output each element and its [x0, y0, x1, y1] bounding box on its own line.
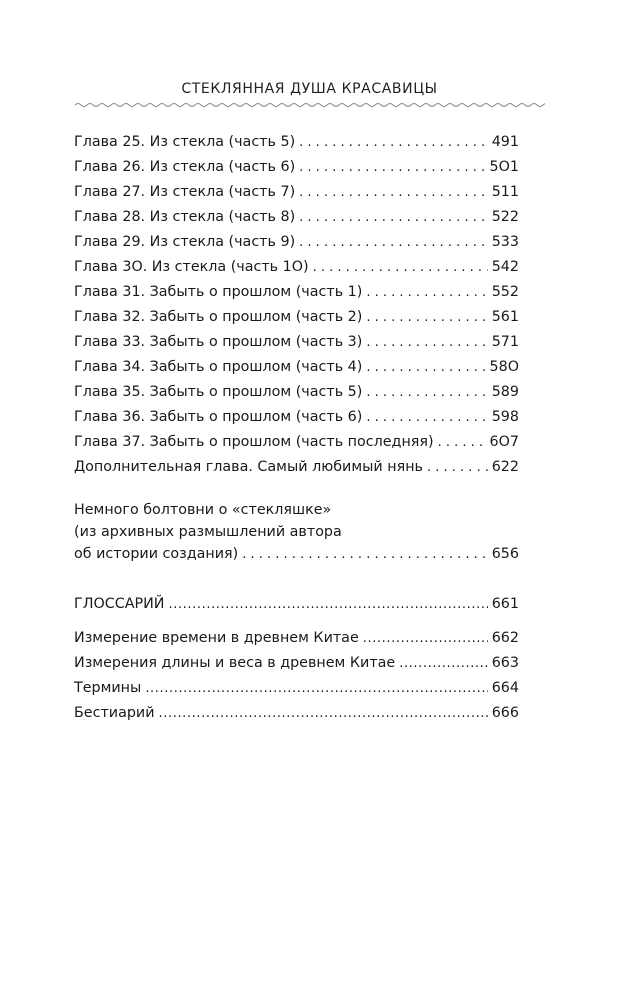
toc-entry[interactable] — [74, 405, 519, 430]
toc-entry-page: 511 — [491, 184, 519, 200]
toc-entry[interactable] — [74, 155, 519, 180]
toc-entry[interactable] — [74, 626, 519, 651]
toc-entry[interactable] — [74, 130, 519, 155]
chapter-list — [74, 130, 519, 480]
leader-dots — [299, 130, 488, 155]
toc-entry-page: 598 — [491, 409, 519, 425]
leader-dots — [438, 430, 486, 455]
toc-entry[interactable] — [74, 255, 519, 280]
toc-entry-label: Глава 35. Забыть о прошлом (часть 5) — [74, 384, 363, 400]
running-head: СТЕКЛЯННАЯ ДУША КРАСАВИЦЫ — [181, 81, 438, 97]
toc-entry[interactable] — [74, 330, 519, 355]
leader-dots — [366, 355, 485, 380]
toc-entry-label: Дополнительная глава. Самый любимый нянь — [74, 459, 423, 475]
toc-entry-page: 662 — [491, 630, 519, 646]
toc-entry[interactable] — [74, 430, 519, 455]
toc-entry-page: 533 — [491, 234, 519, 250]
toc-entry-page: 622 — [491, 459, 519, 475]
leader-dots — [427, 455, 488, 480]
toc-entry-page: 664 — [491, 680, 519, 696]
leader-dots — [366, 405, 487, 430]
toc-entry-page: 58О — [489, 359, 519, 375]
toc-entry-page: 522 — [491, 209, 519, 225]
leader-dots — [159, 701, 488, 726]
toc-entry[interactable] — [74, 676, 519, 701]
leader-dots — [242, 544, 487, 566]
toc-entry-label: Измерения длины и веса в древнем Китае — [74, 655, 396, 671]
leader-dots — [145, 676, 487, 701]
toc-entry[interactable] — [74, 355, 519, 380]
toc-entry-page: 552 — [491, 284, 519, 300]
toc-entry-page: 6О7 — [489, 434, 519, 450]
afterword-entry[interactable] — [74, 499, 519, 565]
toc-entry — [74, 543, 519, 565]
toc-entry-label: Глава 33. Забыть о прошлом (часть 3) — [74, 334, 363, 350]
leader-dots — [366, 305, 487, 330]
toc-entry-label: ГЛОССАРИЙ — [74, 596, 165, 612]
toc-entry[interactable] — [74, 305, 519, 330]
toc-entry-label: Глава 34. Забыть о прошлом (часть 4) — [74, 359, 363, 375]
toc-entry[interactable] — [74, 701, 519, 726]
leader-dots — [399, 651, 487, 676]
appendix-list — [74, 626, 519, 726]
toc-entry-label: Глава 36. Забыть о прошлом (часть 6) — [74, 409, 363, 425]
toc-entry-page: 5О1 — [489, 159, 519, 175]
toc-entry-page: 542 — [491, 259, 519, 275]
toc-entry-label: Глава 37. Забыть о прошлом (часть последняя) — [74, 434, 434, 450]
leader-dots — [299, 180, 488, 205]
toc-entry[interactable] — [74, 280, 519, 305]
toc-entry-page: 561 — [491, 309, 519, 325]
leader-dots — [366, 330, 487, 355]
decorative-wave-divider — [75, 101, 545, 109]
leader-dots — [313, 255, 488, 280]
toc-entry[interactable] — [74, 205, 519, 230]
toc-entry[interactable] — [74, 180, 519, 205]
toc-entry-page: 491 — [491, 134, 519, 150]
toc-entry-label: об истории создания) — [74, 546, 239, 562]
afterword-line: Немного болтовни о «стекляшке» — [74, 502, 332, 518]
toc-entry-page: 656 — [491, 546, 519, 562]
toc-entry-page: 661 — [491, 596, 519, 612]
toc-entry[interactable] — [74, 230, 519, 255]
glossary-section — [74, 592, 519, 617]
leader-dots — [299, 155, 485, 180]
toc-entry-label: Глава 31. Забыть о прошлом (часть 1) — [74, 284, 363, 300]
toc-entry-label: Глава 27. Из стекла (часть 7) — [74, 184, 296, 200]
leader-dots — [366, 280, 487, 305]
toc-entry-label: Глава 3О. Из стекла (часть 1О) — [74, 259, 309, 275]
toc-entry-page: 663 — [491, 655, 519, 671]
toc-entry-label: Глава 26. Из стекла (часть 6) — [74, 159, 296, 175]
toc-entry-label: Глава 25. Из стекла (часть 5) — [74, 134, 296, 150]
toc-entry[interactable] — [74, 380, 519, 405]
toc-entry-label: Измерение времени в древнем Китае — [74, 630, 359, 646]
leader-dots — [299, 205, 488, 230]
toc-entry-page: 589 — [491, 384, 519, 400]
afterword-line: (из архивных размышлений автора — [74, 524, 342, 540]
toc-entry-label: Глава 29. Из стекла (часть 9) — [74, 234, 296, 250]
toc-entry-page: 666 — [491, 705, 519, 721]
toc-entry[interactable] — [74, 455, 519, 480]
toc-entry-page: 571 — [491, 334, 519, 350]
leader-dots — [366, 380, 487, 405]
toc-entry[interactable] — [74, 651, 519, 676]
toc-entry-label: Бестиарий — [74, 705, 155, 721]
toc-entry-label: Глава 28. Из стекла (часть 8) — [74, 209, 296, 225]
toc-entry-label: Глава 32. Забыть о прошлом (часть 2) — [74, 309, 363, 325]
leader-dots — [168, 592, 487, 617]
leader-dots — [363, 626, 488, 651]
leader-dots — [299, 230, 488, 255]
toc-entry-label: Термины — [74, 680, 142, 696]
toc-entry-glossary[interactable] — [74, 592, 519, 617]
